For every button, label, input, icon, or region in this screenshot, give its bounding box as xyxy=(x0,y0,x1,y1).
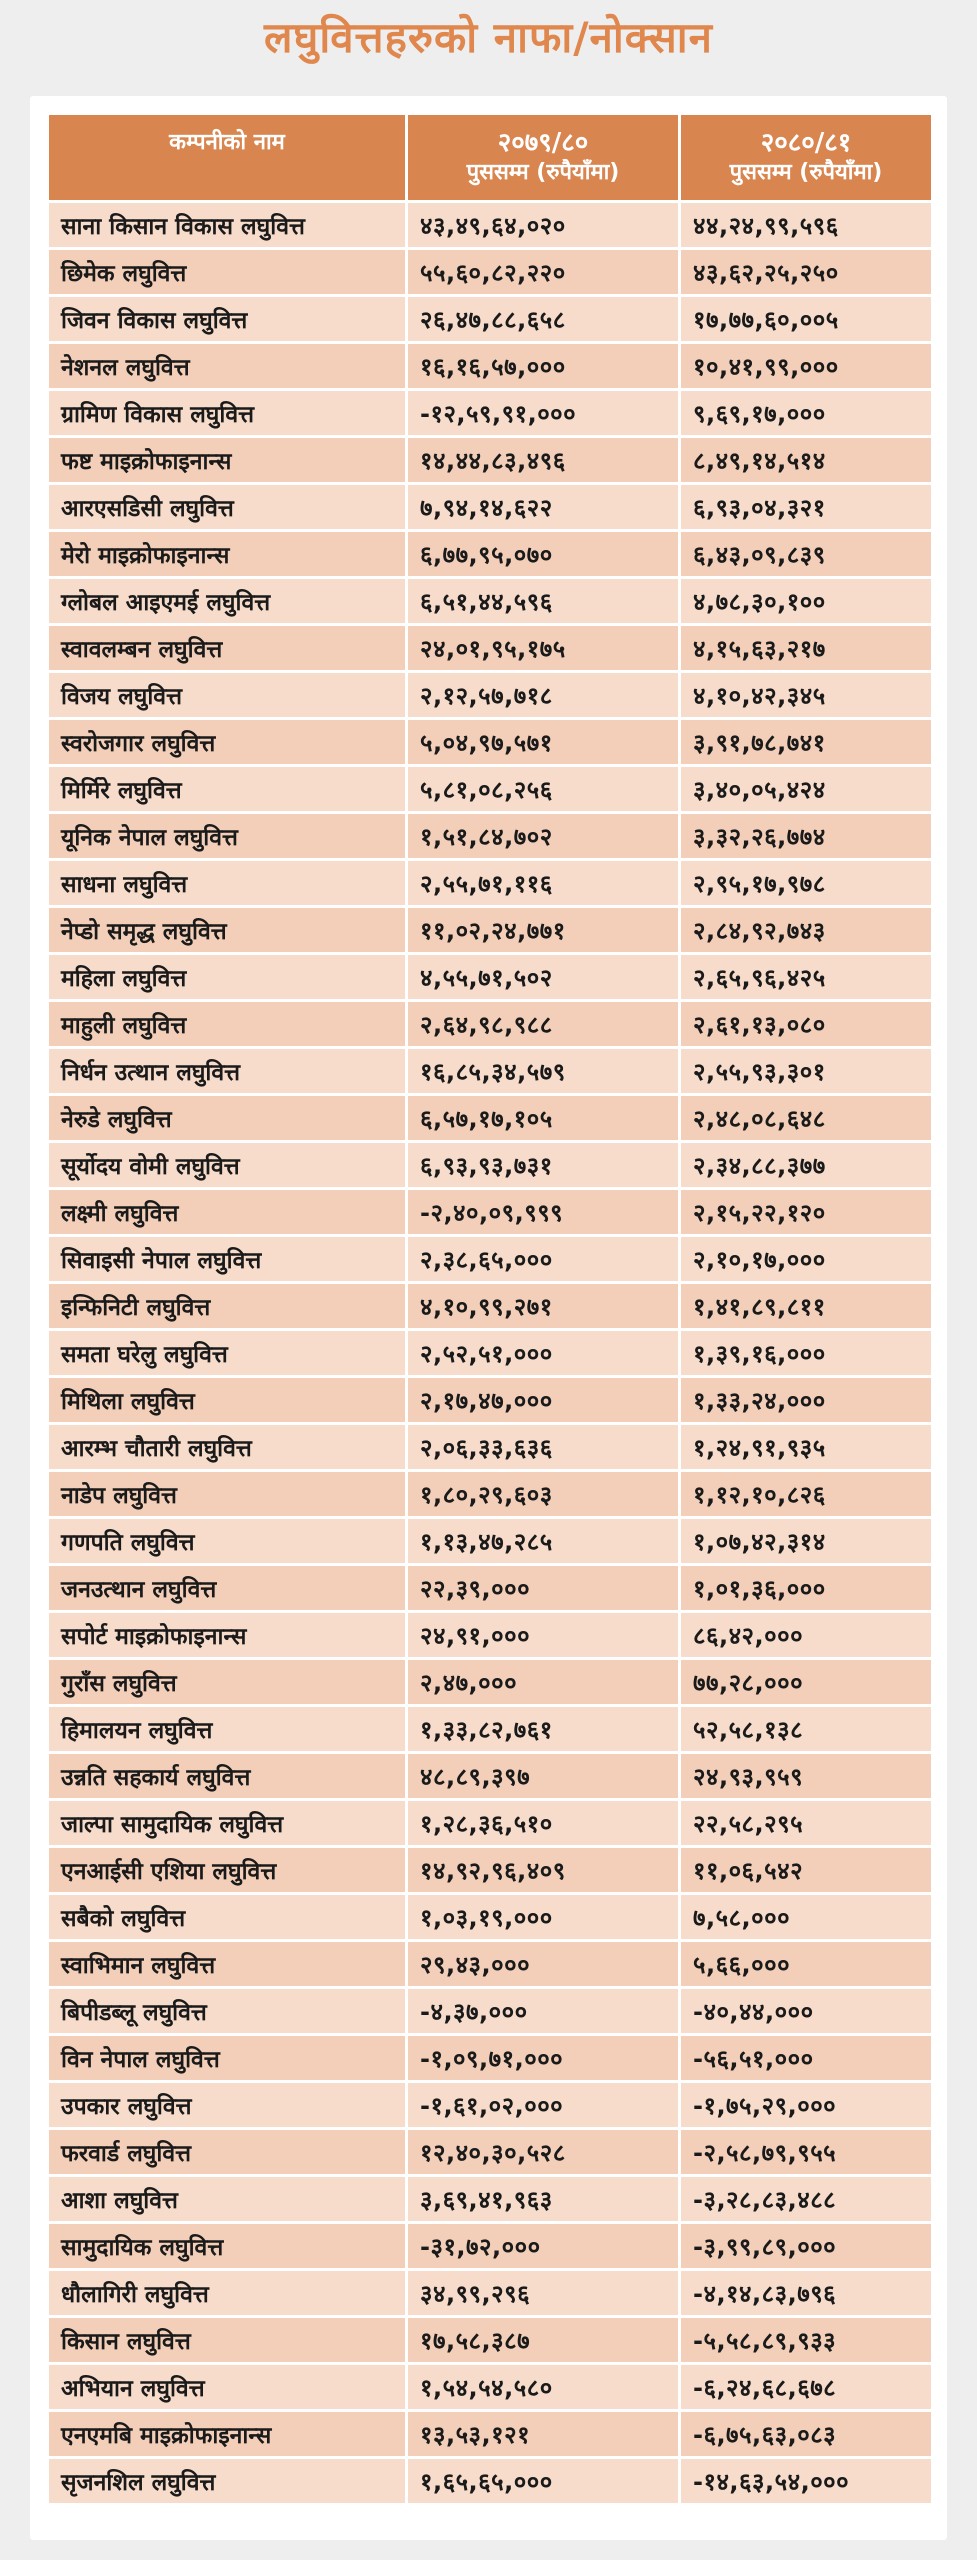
year-1-value-cell: २,६४,९८,९८८ xyxy=(408,1002,678,1046)
company-name-cell: उपकार लघुवित्त xyxy=(49,2083,405,2127)
table-row xyxy=(49,438,931,482)
company-name-cell: नेप्डो समृद्ध लघुवित्त xyxy=(49,908,405,952)
year-2-value-cell: २,६५,९६,४२५ xyxy=(681,955,931,999)
year-1-value-cell: २,३८,६५,००० xyxy=(408,1237,678,1281)
company-name-cell: सामुदायिक लघुवित्त xyxy=(49,2224,405,2268)
year-2-value-cell: ७,५८,००० xyxy=(681,1895,931,1939)
company-name-cell: स्वाभिमान लघुवित्त xyxy=(49,1942,405,1986)
year-1-value-cell: १७,५८,३८७ xyxy=(408,2318,678,2362)
company-name-cell: एनआईसी एशिया लघुवित्त xyxy=(49,1848,405,1892)
table-row xyxy=(49,1754,931,1798)
year-2-value-cell: ३,९१,७८,७४१ xyxy=(681,720,931,764)
year-1-value-cell: -४,३७,००० xyxy=(408,1989,678,2033)
header-year-2-label: २०८०/८१ xyxy=(760,127,852,158)
year-2-value-cell: २४,९३,९५९ xyxy=(681,1754,931,1798)
year-2-value-cell: १,०७,४२,३१४ xyxy=(681,1519,931,1563)
year-2-value-cell: २,६१,१३,०८० xyxy=(681,1002,931,1046)
year-1-value-cell: १,८०,२९,६०३ xyxy=(408,1472,678,1516)
company-name-cell: सृजनशिल लघुवित्त xyxy=(49,2459,405,2503)
company-name-cell: धौलागिरी लघुवित्त xyxy=(49,2271,405,2315)
company-name-cell: नाडेप लघुवित्त xyxy=(49,1472,405,1516)
year-1-value-cell: ४८,८९,३९७ xyxy=(408,1754,678,1798)
company-name-cell: लक्ष्मी लघुवित्त xyxy=(49,1190,405,1234)
year-2-value-cell: ८,४९,१४,५१४ xyxy=(681,438,931,482)
year-1-value-cell: १,२८,३६,५१० xyxy=(408,1801,678,1845)
table-row xyxy=(49,1049,931,1093)
table-row xyxy=(49,908,931,952)
header-year-2 xyxy=(681,115,931,200)
header-year-1 xyxy=(408,115,678,200)
year-2-value-cell: ३,४०,०५,४२४ xyxy=(681,767,931,811)
year-1-value-cell: ६,७७,९५,०७० xyxy=(408,532,678,576)
year-2-value-cell: २२,५८,२९५ xyxy=(681,1801,931,1845)
table-row xyxy=(49,1425,931,1469)
year-2-value-cell: २,५५,९३,३०१ xyxy=(681,1049,931,1093)
table-row xyxy=(49,203,931,247)
year-2-value-cell: १०,४१,९९,००० xyxy=(681,344,931,388)
company-name-cell: जिवन विकास लघुवित्त xyxy=(49,297,405,341)
year-1-value-cell: १४,४४,८३,४९६ xyxy=(408,438,678,482)
table-row xyxy=(49,767,931,811)
table-row xyxy=(49,2271,931,2315)
company-name-cell: नेरुडे लघुवित्त xyxy=(49,1096,405,1140)
year-2-value-cell: ४३,६२,२५,२५० xyxy=(681,250,931,294)
table-row xyxy=(49,344,931,388)
year-2-value-cell: २,१५,२२,१२० xyxy=(681,1190,931,1234)
year-1-value-cell: १३,५३,१२१ xyxy=(408,2412,678,2456)
year-2-value-cell: १,३९,१६,००० xyxy=(681,1331,931,1375)
table-row xyxy=(49,1613,931,1657)
company-name-cell: स्वावलम्बन लघुवित्त xyxy=(49,626,405,670)
year-2-value-cell: ८६,४२,००० xyxy=(681,1613,931,1657)
year-1-value-cell: २२,३९,००० xyxy=(408,1566,678,1610)
table-row xyxy=(49,1237,931,1281)
year-2-value-cell: ४४,२४,९९,५९६ xyxy=(681,203,931,247)
company-name-cell: आरम्भ चौतारी लघुवित्त xyxy=(49,1425,405,1469)
year-2-value-cell: १७,७७,६०,००५ xyxy=(681,297,931,341)
table-row xyxy=(49,532,931,576)
table-row xyxy=(49,1378,931,1422)
year-1-value-cell: १४,९२,९६,४०९ xyxy=(408,1848,678,1892)
table-row xyxy=(49,1566,931,1610)
year-2-value-cell: -४,१४,८३,७९६ xyxy=(681,2271,931,2315)
company-name-cell: साना किसान विकास लघुवित्त xyxy=(49,203,405,247)
company-name-cell: इन्फिनिटी लघुवित्त xyxy=(49,1284,405,1328)
year-1-value-cell: २६,४७,८८,६५८ xyxy=(408,297,678,341)
table-row xyxy=(49,1707,931,1751)
year-2-value-cell: -५६,५१,००० xyxy=(681,2036,931,2080)
table-row xyxy=(49,1002,931,1046)
company-name-cell: एनएमबि माइक्रोफाइनान्स xyxy=(49,2412,405,2456)
year-2-value-cell: १,४१,८९,८११ xyxy=(681,1284,931,1328)
year-2-value-cell: ६,९३,०४,३२१ xyxy=(681,485,931,529)
year-2-value-cell: ९,६९,१७,००० xyxy=(681,391,931,435)
year-1-value-cell: ५,०४,९७,५७१ xyxy=(408,720,678,764)
table-row xyxy=(49,1660,931,1704)
year-1-value-cell: १,३३,८२,७६१ xyxy=(408,1707,678,1751)
company-name-cell: विन नेपाल लघुवित्त xyxy=(49,2036,405,2080)
company-name-cell: मेरो माइक्रोफाइनान्स xyxy=(49,532,405,576)
table-row xyxy=(49,814,931,858)
company-name-cell: सपोर्ट माइक्रोफाइनान्स xyxy=(49,1613,405,1657)
year-1-value-cell: १६,८५,३४,५७९ xyxy=(408,1049,678,1093)
company-name-cell: सिवाइसी नेपाल लघुवित्त xyxy=(49,1237,405,1281)
company-name-cell: जाल्पा सामुदायिक लघुवित्त xyxy=(49,1801,405,1845)
header-year-2-sub: पुससम्म (रुपैयाँमा) xyxy=(729,159,883,185)
table-row xyxy=(49,391,931,435)
company-name-cell: माहुली लघुवित्त xyxy=(49,1002,405,1046)
company-name-cell: यूनिक नेपाल लघुवित्त xyxy=(49,814,405,858)
year-1-value-cell: २,५२,५१,००० xyxy=(408,1331,678,1375)
company-name-cell: बिपीडब्लू लघुवित्त xyxy=(49,1989,405,2033)
year-1-value-cell: ४,१०,९९,२७१ xyxy=(408,1284,678,1328)
company-name-cell: हिमालयन लघुवित्त xyxy=(49,1707,405,1751)
year-1-value-cell: ६,९३,९३,७३१ xyxy=(408,1143,678,1187)
table-row xyxy=(49,2177,931,2221)
header-year-1-label: २०७९/८० xyxy=(497,127,589,158)
year-1-value-cell: -२,४०,०९,९९९ xyxy=(408,1190,678,1234)
company-name-cell: फष्ट माइक्रोफाइनान्स xyxy=(49,438,405,482)
table-row xyxy=(49,2083,931,2127)
year-1-value-cell: २४,९१,००० xyxy=(408,1613,678,1657)
year-2-value-cell: -५,५८,८९,९३३ xyxy=(681,2318,931,2362)
year-1-value-cell: २,५५,७१,११६ xyxy=(408,861,678,905)
year-1-value-cell: ५५,६०,८२,२२० xyxy=(408,250,678,294)
company-name-cell: विजय लघुवित्त xyxy=(49,673,405,717)
year-1-value-cell: १,६५,६५,००० xyxy=(408,2459,678,2503)
table-row xyxy=(49,1284,931,1328)
year-2-value-cell: १,३३,२४,००० xyxy=(681,1378,931,1422)
table-row xyxy=(49,720,931,764)
company-name-cell: आरएसडिसी लघुवित्त xyxy=(49,485,405,529)
year-1-value-cell: -१२,५९,९१,००० xyxy=(408,391,678,435)
year-2-value-cell: १,१२,१०,८२६ xyxy=(681,1472,931,1516)
year-2-value-cell: २,१०,१७,००० xyxy=(681,1237,931,1281)
year-2-value-cell: २,९५,१७,९७८ xyxy=(681,861,931,905)
company-name-cell: ग्रामिण विकास लघुवित्त xyxy=(49,391,405,435)
year-1-value-cell: -१,०९,७१,००० xyxy=(408,2036,678,2080)
page-title: लघुवित्तहरुको नाफा/नोक्सान xyxy=(264,13,713,62)
company-name-cell: ग्लोबल आइएमई लघुवित्त xyxy=(49,579,405,623)
year-1-value-cell: ११,०२,२४,७७१ xyxy=(408,908,678,952)
company-name-cell: फरवार्ड लघुवित्त xyxy=(49,2130,405,2174)
year-1-value-cell: १२,४०,३०,५२८ xyxy=(408,2130,678,2174)
year-2-value-cell: -२,५८,७९,९५५ xyxy=(681,2130,931,2174)
table-row xyxy=(49,2036,931,2080)
table-row xyxy=(49,955,931,999)
table-row xyxy=(49,626,931,670)
company-name-cell: आशा लघुवित्त xyxy=(49,2177,405,2221)
table-row xyxy=(49,2318,931,2362)
table-row xyxy=(49,1143,931,1187)
company-name-cell: मिथिला लघुवित्त xyxy=(49,1378,405,1422)
company-name-cell: नेशनल लघुवित्त xyxy=(49,344,405,388)
company-name-cell: उन्नति सहकार्य लघुवित्त xyxy=(49,1754,405,1798)
table-row xyxy=(49,2224,931,2268)
year-2-value-cell: १,२४,९१,९३५ xyxy=(681,1425,931,1469)
year-2-value-cell: -३,९९,८९,००० xyxy=(681,2224,931,2268)
company-name-cell: जनउत्थान लघुवित्त xyxy=(49,1566,405,1610)
year-2-value-cell: ४,१०,४२,३४५ xyxy=(681,673,931,717)
header-year-1-sub: पुससम्म (रुपैयाँमा) xyxy=(466,159,620,185)
year-1-value-cell: ३४,९९,२९६ xyxy=(408,2271,678,2315)
year-1-value-cell: १,५४,५४,५८० xyxy=(408,2365,678,2409)
table-row xyxy=(49,1848,931,1892)
table-row xyxy=(49,2412,931,2456)
company-name-cell: अभियान लघुवित्त xyxy=(49,2365,405,2409)
year-1-value-cell: २,१७,४७,००० xyxy=(408,1378,678,1422)
table-row xyxy=(49,1190,931,1234)
table-row xyxy=(49,673,931,717)
year-2-value-cell: ५२,५८,१३८ xyxy=(681,1707,931,1751)
year-2-value-cell: १,०१,३६,००० xyxy=(681,1566,931,1610)
company-name-cell: किसान लघुवित्त xyxy=(49,2318,405,2362)
year-1-value-cell: ६,५७,१७,१०५ xyxy=(408,1096,678,1140)
company-name-cell: महिला लघुवित्त xyxy=(49,955,405,999)
year-1-value-cell: ५,८१,०८,२५६ xyxy=(408,767,678,811)
year-2-value-cell: २,८४,९२,७४३ xyxy=(681,908,931,952)
year-2-value-cell: ३,३२,२६,७७४ xyxy=(681,814,931,858)
year-1-value-cell: ४,५५,७१,५०२ xyxy=(408,955,678,999)
company-name-cell: साधना लघुवित्त xyxy=(49,861,405,905)
company-name-cell: सूर्योदय वोमी लघुवित्त xyxy=(49,1143,405,1187)
table-row xyxy=(49,861,931,905)
profit-loss-table xyxy=(46,112,934,2506)
company-name-cell: सबैको लघुवित्त xyxy=(49,1895,405,1939)
year-1-value-cell: ३,६९,४१,९६३ xyxy=(408,2177,678,2221)
year-1-value-cell: ७,९४,१४,६२२ xyxy=(408,485,678,529)
table-row xyxy=(49,485,931,529)
table-row xyxy=(49,1331,931,1375)
year-1-value-cell: २,०६,३३,६३६ xyxy=(408,1425,678,1469)
company-name-cell: निर्धन उत्थान लघुवित्त xyxy=(49,1049,405,1093)
year-2-value-cell: २,४८,०८,६४८ xyxy=(681,1096,931,1140)
profit-loss-card xyxy=(30,96,947,2540)
year-1-value-cell: २,४७,००० xyxy=(408,1660,678,1704)
header-company xyxy=(49,115,405,200)
table-row xyxy=(49,1801,931,1845)
year-1-value-cell: १,०३,१९,००० xyxy=(408,1895,678,1939)
year-2-value-cell: -१४,६३,५४,००० xyxy=(681,2459,931,2503)
company-name-cell: छिमेक लघुवित्त xyxy=(49,250,405,294)
table-row xyxy=(49,2130,931,2174)
table-row xyxy=(49,2365,931,2409)
year-2-value-cell: २,३४,८८,३७७ xyxy=(681,1143,931,1187)
year-2-value-cell: -६,२४,६८,६७८ xyxy=(681,2365,931,2409)
year-1-value-cell: ६,५१,४४,५९६ xyxy=(408,579,678,623)
year-1-value-cell: -१,६१,०२,००० xyxy=(408,2083,678,2127)
table-row xyxy=(49,1472,931,1516)
company-name-cell: गुराँस लघुवित्त xyxy=(49,1660,405,1704)
year-1-value-cell: १,१३,४७,२८५ xyxy=(408,1519,678,1563)
year-2-value-cell: -४०,४४,००० xyxy=(681,1989,931,2033)
year-1-value-cell: २९,४३,००० xyxy=(408,1942,678,1986)
company-name-cell: मिर्मिरे लघुवित्त xyxy=(49,767,405,811)
year-1-value-cell: २,१२,५७,७१८ xyxy=(408,673,678,717)
table-row xyxy=(49,1519,931,1563)
year-1-value-cell: -३१,७२,००० xyxy=(408,2224,678,2268)
table-row xyxy=(49,1895,931,1939)
year-1-value-cell: ४३,४९,६४,०२० xyxy=(408,203,678,247)
company-name-cell: स्वरोजगार लघुवित्त xyxy=(49,720,405,764)
table-row xyxy=(49,579,931,623)
year-2-value-cell: ४,१५,६३,२१७ xyxy=(681,626,931,670)
year-2-value-cell: -६,७५,६३,०८३ xyxy=(681,2412,931,2456)
table-row xyxy=(49,250,931,294)
year-1-value-cell: १६,१६,५७,००० xyxy=(408,344,678,388)
company-name-cell: गणपति लघुवित्त xyxy=(49,1519,405,1563)
table-row xyxy=(49,297,931,341)
year-1-value-cell: २४,०१,९५,१७५ xyxy=(408,626,678,670)
header-company-label: कम्पनीको नाम xyxy=(169,129,285,155)
table-body xyxy=(49,203,931,2503)
company-name-cell: समता घरेलु लघुवित्त xyxy=(49,1331,405,1375)
year-2-value-cell: ११,०६,५४२ xyxy=(681,1848,931,1892)
table-row xyxy=(49,1942,931,1986)
table-row xyxy=(49,1096,931,1140)
year-2-value-cell: ४,७८,३०,१०० xyxy=(681,579,931,623)
table-row xyxy=(49,1989,931,2033)
year-2-value-cell: ५,६६,००० xyxy=(681,1942,931,1986)
table-header-row xyxy=(49,115,931,200)
year-2-value-cell: -३,२८,८३,४८८ xyxy=(681,2177,931,2221)
year-2-value-cell: ६,४३,०९,८३९ xyxy=(681,532,931,576)
table-row xyxy=(49,2459,931,2503)
year-1-value-cell: १,५१,८४,७०२ xyxy=(408,814,678,858)
year-2-value-cell: ७७,२८,००० xyxy=(681,1660,931,1704)
year-2-value-cell: -१,७५,२९,००० xyxy=(681,2083,931,2127)
